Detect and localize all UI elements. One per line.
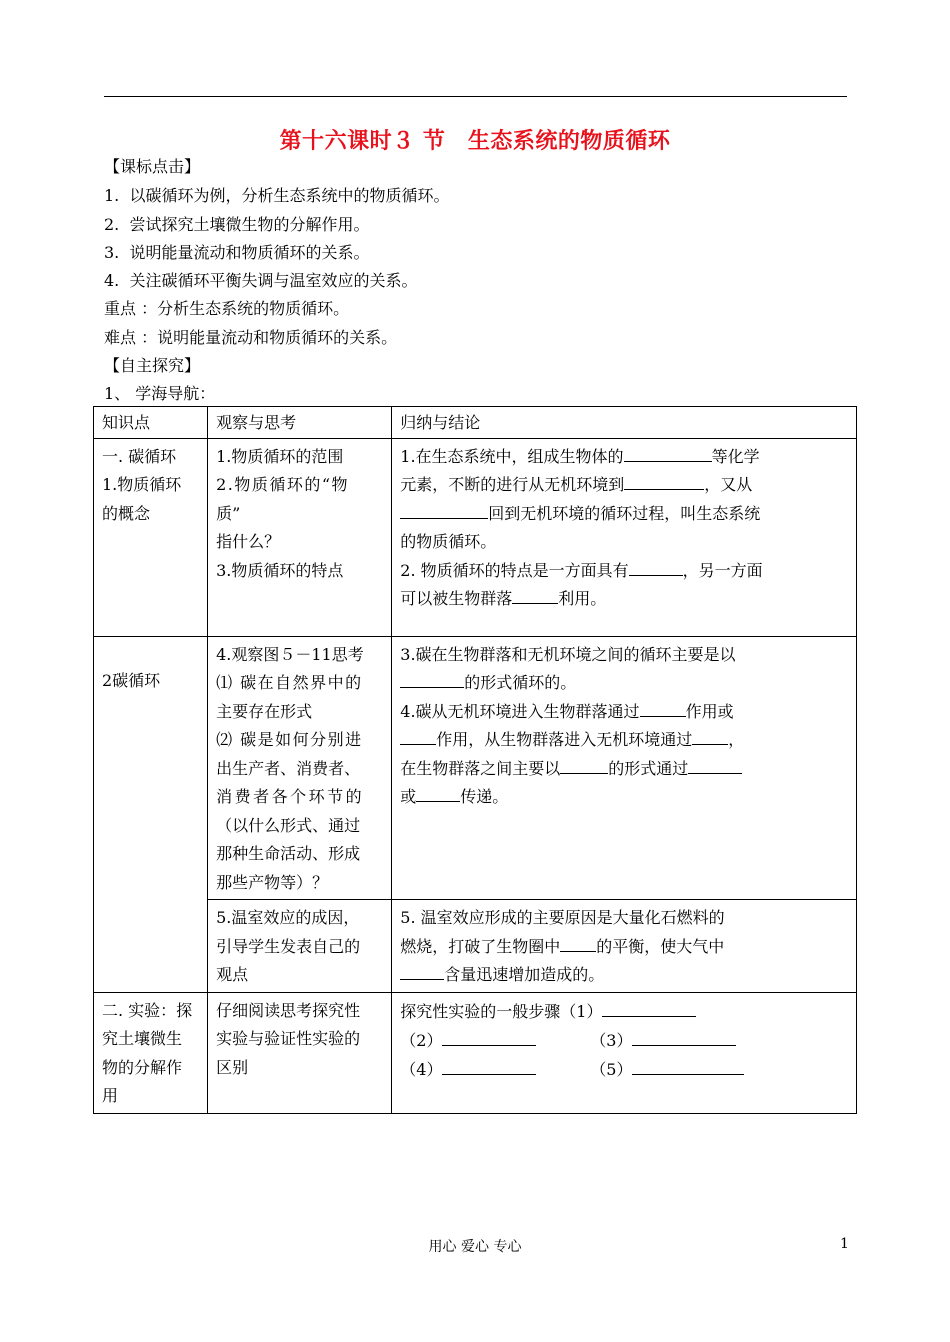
cell-line: 5. 温室效应形成的主要原因是大量化石燃料的: [400, 908, 725, 927]
cell-line: [400, 755, 848, 784]
cell-line: [400, 557, 848, 586]
answer-blank[interactable]: [624, 443, 712, 462]
cell-line: [400, 585, 848, 614]
objective-4: 4. 关注碳循环平衡失调与温室效应的关系。: [104, 271, 418, 290]
table-row: [94, 900, 857, 993]
step-group: [400, 1055, 590, 1084]
cell-line: （以什么形式、通过: [216, 815, 361, 835]
study-table: [93, 406, 857, 1114]
text-fragment: 的平衡，使大气中: [596, 936, 725, 956]
text-fragment: 等化学: [711, 446, 760, 466]
cell-line: 的物质循环。: [400, 532, 497, 551]
cell-line: [400, 961, 848, 990]
answer-blank[interactable]: [416, 783, 460, 802]
cell-observation: [208, 636, 392, 900]
table-row: [94, 992, 857, 1113]
footer-motto: 用心 爱心 专心: [428, 1239, 522, 1255]
section-heading-curriculum: 【课标点击】: [104, 157, 201, 176]
cell-line: [400, 698, 848, 727]
cell-line: 那种生命活动、形成: [216, 844, 361, 863]
cell-observation: [208, 900, 392, 993]
answer-blank[interactable]: [640, 698, 686, 717]
cell-line: 1.物质循环: [102, 475, 182, 494]
answer-blank[interactable]: [692, 726, 728, 745]
answer-blank[interactable]: [632, 1027, 736, 1046]
page-number: 1: [840, 1236, 849, 1252]
objective-3: 3. 说明能量流动和物质循环的关系。: [104, 243, 370, 262]
answer-blank[interactable]: [400, 726, 436, 745]
answer-blank[interactable]: [602, 998, 696, 1017]
cell-line: [400, 933, 848, 962]
answer-blank[interactable]: [442, 1056, 536, 1075]
header-knowledge: 知识点: [94, 407, 208, 439]
section-heading-explore: 【自主探究】: [104, 356, 201, 375]
cell-knowledge: [94, 438, 208, 636]
cell-line: 3.物质循环的特点: [216, 560, 344, 580]
step-group: [400, 1026, 590, 1055]
cell-line: 出生产者、消费者、: [216, 758, 361, 778]
cell-line: 主要存在形式: [216, 701, 313, 721]
cell-line: 观点: [216, 965, 249, 984]
text-fragment: 传递。: [460, 787, 509, 806]
answer-blank[interactable]: [512, 585, 558, 604]
text-fragment: （5）: [590, 1059, 633, 1079]
cell-line: 物的分解作: [102, 1057, 183, 1077]
text-fragment: 的形式循环的。: [464, 673, 577, 692]
header-observation: 观察与思考: [208, 407, 392, 439]
answer-blank[interactable]: [442, 1027, 536, 1046]
cell-line: 2.物质循环的“物: [216, 475, 350, 494]
cell-line: ⑵ 碳是如何分别进: [216, 730, 363, 749]
text-fragment: 元素，不断的进行从无机环境到: [400, 475, 625, 494]
cell-line: 质”: [216, 503, 241, 523]
answer-blank[interactable]: [400, 669, 464, 688]
cell-conclusion: [392, 900, 857, 993]
answer-blank[interactable]: [632, 1056, 744, 1075]
cell-line: 用: [102, 1086, 119, 1105]
header-rule: [104, 96, 847, 97]
answer-blank[interactable]: [560, 755, 608, 774]
text-fragment: 含量迅速增加造成的。: [444, 965, 605, 984]
cell-line: 消费者各个环节的: [216, 787, 365, 806]
answer-blank[interactable]: [624, 471, 704, 490]
text-fragment: 或: [400, 787, 417, 806]
cell-line: 的概念: [102, 503, 151, 523]
cell-line: [400, 997, 848, 1026]
subheading-navigation: 1、 学海导航：: [104, 384, 216, 403]
text-fragment: 探究性实验的一般步骤（1）: [400, 1001, 603, 1021]
key-point: 重点 ：分析生态系统的物质循环。: [104, 299, 350, 318]
page-title: 第十六课时３ 节 生态系统的物质循环: [279, 128, 671, 154]
text-fragment: （3）: [590, 1030, 633, 1050]
cell-line: 引导学生发表自己的: [216, 936, 361, 956]
cell-conclusion: [392, 438, 857, 636]
cell-line: 1.物质循环的范围: [216, 446, 344, 466]
text-fragment: 利用。: [558, 589, 607, 608]
text-fragment: ，另一方面: [682, 560, 763, 580]
cell-conclusion: [392, 636, 857, 900]
cell-line: 指什么？: [216, 532, 281, 551]
text-fragment: 2. 物质循环的特点是一方面具有: [400, 560, 629, 580]
answer-blank[interactable]: [629, 557, 683, 576]
objective-2: 2. 尝试探究土壤微生物的分解作用。: [104, 215, 370, 234]
text-fragment: 回到无机环境的循环过程，叫生态系统: [488, 503, 761, 523]
cell-conclusion: [392, 992, 857, 1113]
cell-observation: [208, 438, 392, 636]
cell-line: 那些产物等）？: [216, 872, 329, 892]
objective-1: 1. 以碳循环为例，分析生态系统中的物质循环。: [104, 186, 450, 205]
cell-line: [400, 443, 848, 472]
cell-line: ⑴ 碳在自然界中的: [216, 673, 363, 692]
cell-line: [400, 726, 848, 755]
text-fragment: 的形式通过: [608, 758, 689, 778]
cell-line: 区别: [216, 1057, 249, 1077]
cell-observation: [208, 992, 392, 1113]
answer-blank[interactable]: [560, 933, 596, 952]
text-fragment: 作用或: [685, 701, 734, 721]
text-fragment: 可以被生物群落: [400, 589, 513, 608]
text-fragment: （4）: [400, 1059, 443, 1079]
cell-knowledge: [94, 992, 208, 1113]
text-fragment: 作用，从生物群落进入无机环境通过: [436, 730, 693, 749]
table-row: [94, 438, 857, 636]
cell-line: [400, 669, 848, 698]
cell-line: [400, 471, 848, 500]
cell-line: 究土壤微生: [102, 1029, 183, 1048]
cell-line: [400, 1026, 848, 1055]
answer-blank[interactable]: [688, 755, 742, 774]
cell-line: [400, 500, 848, 529]
text-fragment: ，又从: [704, 475, 753, 494]
cell-line: [400, 783, 848, 812]
cell-line: 5.温室效应的成因，: [216, 908, 360, 927]
answer-blank[interactable]: [400, 500, 488, 519]
cell-line: [400, 1055, 848, 1084]
text-fragment: 1.在生态系统中，组成生物体的: [400, 446, 624, 466]
difficult-point: 难点 ：说明能量流动和物质循环的关系。: [104, 328, 398, 347]
text-fragment: ，: [728, 730, 745, 749]
text-fragment: 燃烧，打破了生物圈中: [400, 936, 561, 956]
header-conclusion: 归纳与结论: [392, 407, 857, 439]
cell-line: 二. 实验：探: [102, 1000, 193, 1020]
text-fragment: 在生物群落之间主要以: [400, 758, 561, 778]
cell-line: 3.碳在生物群落和无机环境之间的循环主要是以: [400, 644, 736, 664]
answer-blank[interactable]: [400, 961, 444, 980]
cell-line: 4.观察图５－11思考: [216, 644, 364, 664]
cell-knowledge: [94, 636, 208, 992]
text-fragment: 4.碳从无机环境进入生物群落通过: [400, 701, 640, 721]
table-row: [94, 636, 857, 900]
table-header-row: [94, 407, 857, 439]
text-fragment: （2）: [400, 1030, 443, 1050]
cell-line: 2碳循环: [102, 670, 161, 690]
cell-line: 实验与验证性实验的: [216, 1029, 361, 1048]
cell-line: 仔细阅读思考探究性: [216, 1000, 361, 1020]
cell-line: 一. 碳循环: [102, 446, 177, 466]
